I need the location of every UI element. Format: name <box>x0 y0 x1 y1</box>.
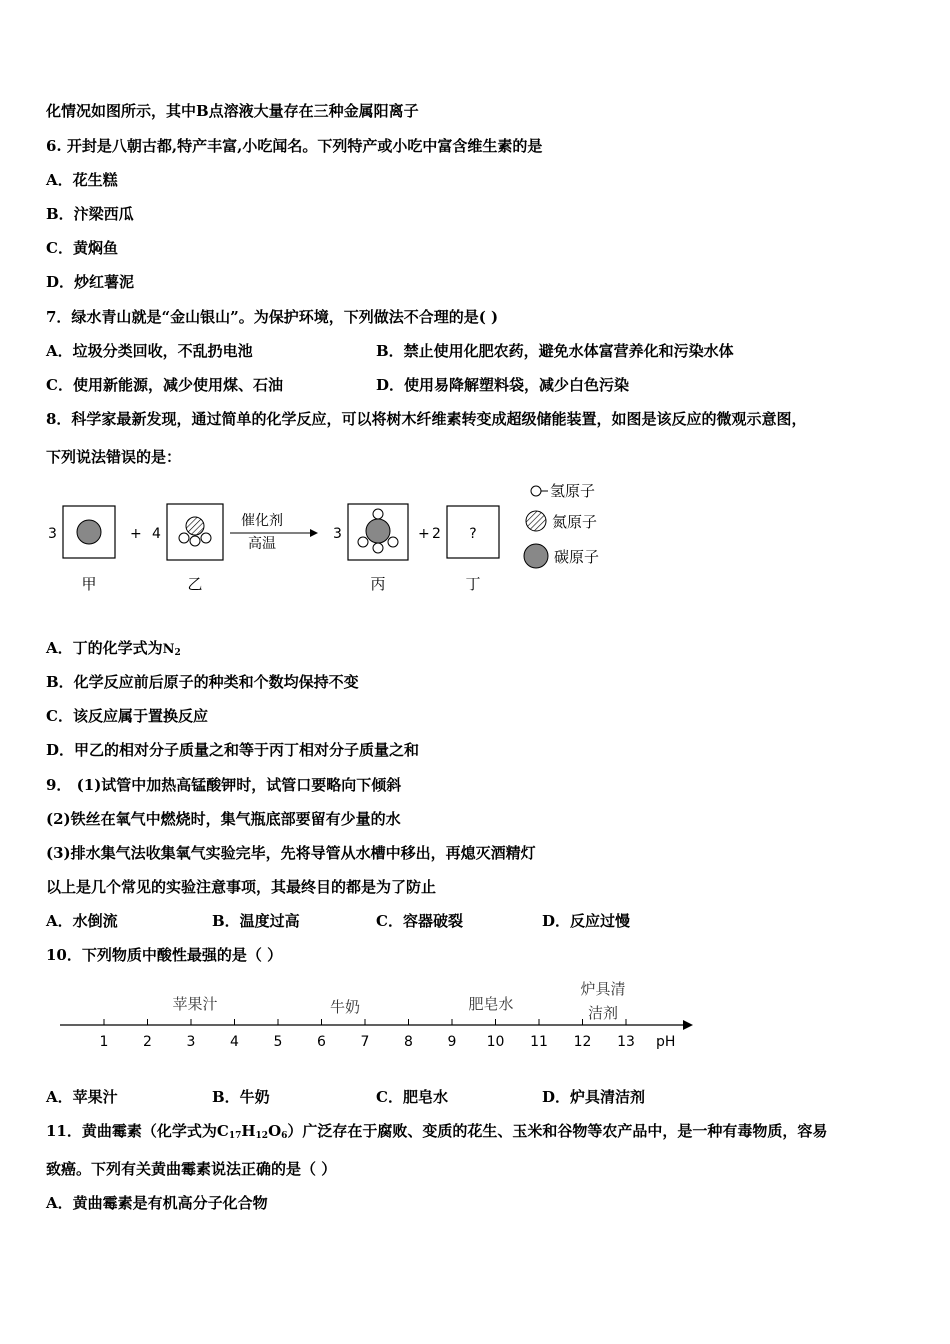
carbon-atom <box>77 520 101 544</box>
carbon-atom <box>366 519 390 543</box>
ph-tick-label: 7 <box>360 1034 370 1050</box>
q9-line-1: 9． (1)试管中加热高锰酸钾时，试管口要略向下倾斜 <box>46 776 402 794</box>
q7-option-c: C．使用新能源，减少使用煤、石油 <box>46 376 283 394</box>
q7-option-a: A．垃圾分类回收，不乱扔电池 <box>46 342 253 360</box>
q8-option-a: A．丁的化学式为$N_2$ <box>46 639 181 658</box>
ph-tick-label: 3 <box>186 1034 196 1050</box>
legend-nitrogen: 氮原子 <box>552 513 598 531</box>
hydrogen-atom <box>190 536 200 546</box>
hydrogen-atom <box>201 533 211 543</box>
hydrogen-atom <box>388 537 398 547</box>
q10-option-d: D．炉具清洁剂 <box>542 1088 646 1106</box>
q8-option-b: B．化学反应前后原子的种类和个数均保持不变 <box>46 673 359 691</box>
q9-line-4: 以上是几个常见的实验注意事项，其最终目的都是为了防止 <box>46 878 437 896</box>
hydrogen-atom <box>358 537 368 547</box>
q6-option-c: C．黄焖鱼 <box>46 239 118 257</box>
ph-tick-label: 12 <box>573 1034 592 1050</box>
ph-tick-label: 1 <box>99 1034 109 1050</box>
q6-option-b: B．汴梁西瓜 <box>46 205 134 223</box>
q9-option-a: A．水倒流 <box>46 912 118 930</box>
q9-line-3: (3)排水集气法收集氧气实验完毕，先将导管从水槽中移出，再熄灭酒精灯 <box>46 844 536 862</box>
q7-option-b: B．禁止使用化肥农药，避免水体富营养化和污染水体 <box>376 342 734 360</box>
nitrogen-atom <box>186 517 204 535</box>
ph-tick-label: 8 <box>404 1034 413 1050</box>
legend-hydrogen-symbol <box>531 486 541 496</box>
plus-2: + <box>418 526 430 542</box>
q6-option-a: A．花生糕 <box>46 171 118 189</box>
arrow-bottom-text: 高温 <box>248 536 276 552</box>
ph-tick-label: 9 <box>447 1034 457 1050</box>
q9-option-c: C．容器破裂 <box>376 912 463 930</box>
q7-option-d: D．使用易降解塑料袋，减少白色污染 <box>376 376 630 394</box>
q8-stem-1: 8．科学家最新发现，通过简单的化学反应，可以将树木纤维素转变成超级储能装置，如图是该反应的微观示意图， <box>46 410 807 428</box>
ph-tick-label: 4 <box>230 1034 239 1050</box>
ph-label-cleaner-1: 炉具清 <box>580 980 626 998</box>
label-ding: 丁 <box>465 575 481 593</box>
q11-stem-2: 致癌。下列有关黄曲霉素说法正确的是（ ） <box>46 1160 337 1178</box>
ph-axis-arrow <box>683 1020 693 1030</box>
q9-option-b: B．温度过高 <box>212 912 300 930</box>
label-bing: 丙 <box>370 575 386 593</box>
unknown-mark: ? <box>469 526 477 542</box>
label-jia: 甲 <box>81 575 97 593</box>
q8-stem-2: 下列说法错误的是： <box>46 448 182 466</box>
intro-line: 化情况如图所示，其中B点溶液大量存在三种金属阳离子 <box>46 102 419 120</box>
ph-tick-label: 6 <box>317 1034 326 1050</box>
q8-option-d: D．甲乙的相对分子质量之和等于丙丁相对分子质量之和 <box>46 741 420 759</box>
ph-tick-label: 10 <box>486 1034 505 1050</box>
ph-scale <box>55 972 705 1057</box>
q10-option-b: B．牛奶 <box>212 1088 270 1106</box>
hydrogen-atom <box>373 509 383 519</box>
ph-label-soap: 肥皂水 <box>468 995 514 1013</box>
ph-unit: pH <box>656 1034 676 1050</box>
coef-jia: 3 <box>48 526 57 542</box>
ph-label-apple: 苹果汁 <box>172 995 218 1013</box>
ph-tick-label: 11 <box>530 1034 548 1050</box>
q9-option-d: D．反应过慢 <box>542 912 631 930</box>
q10-option-a: A．苹果汁 <box>46 1088 118 1106</box>
coef-ding: 2 <box>432 526 441 542</box>
coef-bing: 3 <box>333 526 342 542</box>
legend-carbon: 碳原子 <box>554 548 600 566</box>
plus-1: + <box>130 526 142 542</box>
coef-yi: 4 <box>152 526 161 542</box>
arrow-head <box>310 529 318 537</box>
q10-stem: 10．下列物质中酸性最强的是（ ） <box>46 946 283 964</box>
ph-tick-label: 13 <box>617 1034 635 1050</box>
label-yi: 乙 <box>187 575 203 593</box>
ph-tick-label: 2 <box>143 1034 152 1050</box>
ph-label-cleaner-2: 洁剂 <box>587 1004 619 1022</box>
q10-option-c: C．肥皂水 <box>376 1088 448 1106</box>
q11-stem-1: 11．黄曲霉素（化学式为$C_{17}H_{12}O_6$）广泛存在于腐败、变质的花生、玉米和谷物等农产品中，是一种有毒物质，容易 <box>46 1122 828 1141</box>
legend-hydrogen: 氢原子 <box>550 482 596 500</box>
q8-option-c: C．该反应属于置换反应 <box>46 707 208 725</box>
ph-label-milk: 牛奶 <box>329 998 361 1016</box>
hydrogen-atom <box>373 543 383 553</box>
arrow-top-text: 催化剂 <box>241 513 283 529</box>
reaction-diagram <box>40 476 640 606</box>
q7-stem: 7．绿水青山就是“金山银山”。为保护环境，下列做法不合理的是( ) <box>46 308 499 326</box>
q6-option-d: D．炒红薯泥 <box>46 273 135 291</box>
q9-line-2: (2)铁丝在氧气中燃烧时，集气瓶底部要留有少量的水 <box>46 810 401 828</box>
q6-stem: 6. 开封是八朝古都,特产丰富,小吃闻名。下列特产或小吃中富含维生素的是 <box>46 137 543 155</box>
hydrogen-atom <box>179 533 189 543</box>
legend-nitrogen-symbol <box>526 511 546 531</box>
q11-option-a: A．黄曲霉素是有机高分子化合物 <box>46 1194 268 1212</box>
ph-tick-label: 5 <box>273 1034 283 1050</box>
legend-carbon-symbol <box>524 544 548 568</box>
